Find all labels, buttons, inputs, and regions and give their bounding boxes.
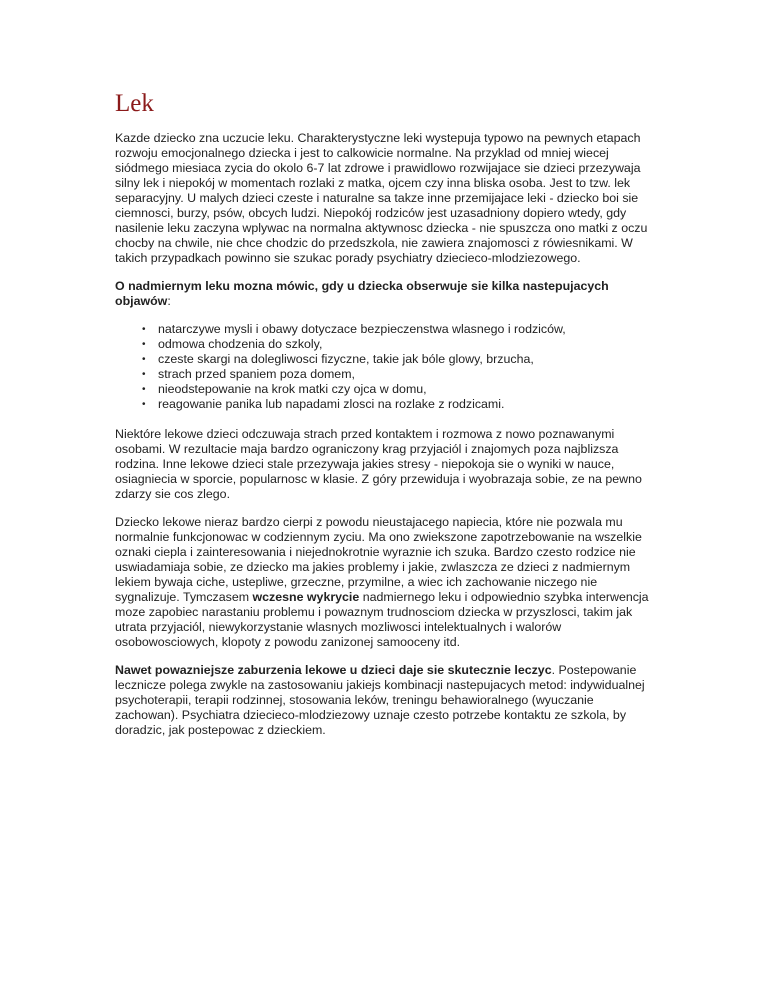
list-item-text: natarczywe mysli i obawy dotyczace bezpieczenstwa wlasnego i rodziców, — [158, 322, 566, 336]
treatment-text: . Postepowanie lecznicze polega zwykle na zastosowaniu jakiejs kombinacji nastepujacych metod: indywidualnej psychoterapii, terapii rodzinnej, stosowania leków, treningu behawioralnego (wyuczanie zachowan). Psychiatra dziecieco-mlodziezowy uznaje czesto potrzebe kontaktu ze szkola, by doradzic, jak postepowac z dzieckiem. — [115, 663, 645, 737]
list-item-text: nieodstepowanie na krok matki czy ojca w domu, — [158, 382, 427, 396]
document-title: Lek — [115, 90, 154, 117]
document-page — [115, 90, 655, 751]
social-paragraph: Niektóre lekowe dzieci odczuwaja strach przed kontaktem i rozmowa z nowo poznawanymi osobami. W rezultacie maja bardzo ograniczony krag przyjaciól i znajomych poza najblizsza rodzina. Inne lekowe dzieci stale przezywaja jakies stresy - niepokoja sie o wyniki w nauce, osiagniecia w sporcie, popularnosc w klasie. Z góry przewiduja i wyobrazaja sobie, ze na pewno zdarzy sie cos zlego. — [115, 427, 642, 501]
list-item-text: czeste skargi na dolegliwosci fizyczne, takie jak bóle glowy, brzucha, — [158, 352, 534, 366]
list-item-text: strach przed spaniem poza domem, — [158, 367, 355, 381]
symptoms-heading-colon: : — [167, 294, 171, 308]
list-item — [142, 322, 655, 337]
intro-paragraph: Kazde dziecko zna uczucie leku. Charakterystyczne leki wystepuja typowo na pewnych etapach rozwoju emocjonalnego dziecka i jest to calkowicie normalne. Na przyklad od mniej wiecej siódmego miesiaca zycia do okolo 6-7 lat zdrowe i prawidlowo rozwijajace sie dzieci przezywaja silny lek i niepokój w momentach rozlaki z matka, ojcem czy inna bliska osoba. Jest to tzw. lek separacyjny. U malych dzieci czeste i naturalne sa takze inne przemijajace leki - dziecko boi sie ciemnosci, burzy, psów, obcych ludzi. Niepokój rodziców jest uzasadniony dopiero wtedy, gdy nasilenie leku zaczyna wplywac na normalna aktywnosc dziecka - nie spuszcza ono matki z oczu chocby na chwile, nie chce chodzic do przedszkola, nie zawiera znajomosci z rówiesnikami. W takich przypadkach powinno sie szukac porady psychiatry dziecieco-mlodziezowego. — [115, 131, 648, 265]
treatment-paragraph — [115, 663, 655, 738]
list-item — [142, 367, 655, 382]
bullet-icon: • — [142, 354, 146, 365]
bullet-icon: • — [142, 399, 146, 410]
suffering-text-start: Dziecko lekowe nieraz bardzo cierpi z powodu nieustajacego napiecia, które nie pozwala mu normalnie funkcjonowac w codziennym zyciu. Ma ono zwiekszone zapotrzebowanie na wszelkie oznaki ciepla i zainteresowania i niejednokrotnie wyraznie ich szuka. Bardzo czesto rodzice nie uswiadamiaja sobie, ze dziecko ma jakies problemy i jakie, zwlaszcza ze dzieci z nadmiernym lekiem bywaja ciche, ustepliwe, grzeczne, przymilne, a wiec ich zachowanie niczego nie sygnalizuje. Tymczasem — [115, 515, 642, 604]
bullet-icon: • — [142, 324, 146, 335]
bullet-icon: • — [142, 369, 146, 380]
suffering-text-end: nadmiernego leku i odpowiednio szybka interwencja moze zapobiec narastaniu problemu i powaznym trudnosciom dziecka w przyszlosci, takim jak utrata przyjaciól, niewykorzystanie wlasnych mozliwosci intelektualnych i walorów osobowosciowych, klopoty z powodu zanizonej samooceny itd. — [115, 590, 649, 649]
suffering-paragraph — [115, 515, 655, 650]
list-item-text: reagowanie panika lub napadami zlosci na rozlake z rodzicami. — [158, 397, 505, 411]
symptoms-heading-bold: O nadmiernym leku mozna mówic, gdy u dziecka obserwuje sie kilka nastepujacych objawów — [115, 279, 609, 308]
bullet-icon: • — [142, 339, 146, 350]
early-detection-emphasis: wczesne wykrycie — [252, 590, 360, 604]
list-item — [142, 382, 655, 397]
symptoms-list — [115, 322, 655, 412]
symptoms-heading — [115, 279, 655, 309]
bullet-icon: • — [142, 384, 146, 395]
list-item — [142, 337, 655, 352]
list-item — [142, 352, 655, 367]
list-item-text: odmowa chodzenia do szkoly, — [158, 337, 323, 351]
treatment-emphasis: Nawet powazniejsze zaburzenia lekowe u dzieci daje sie skutecznie leczyc — [115, 663, 552, 677]
list-item — [142, 397, 655, 412]
